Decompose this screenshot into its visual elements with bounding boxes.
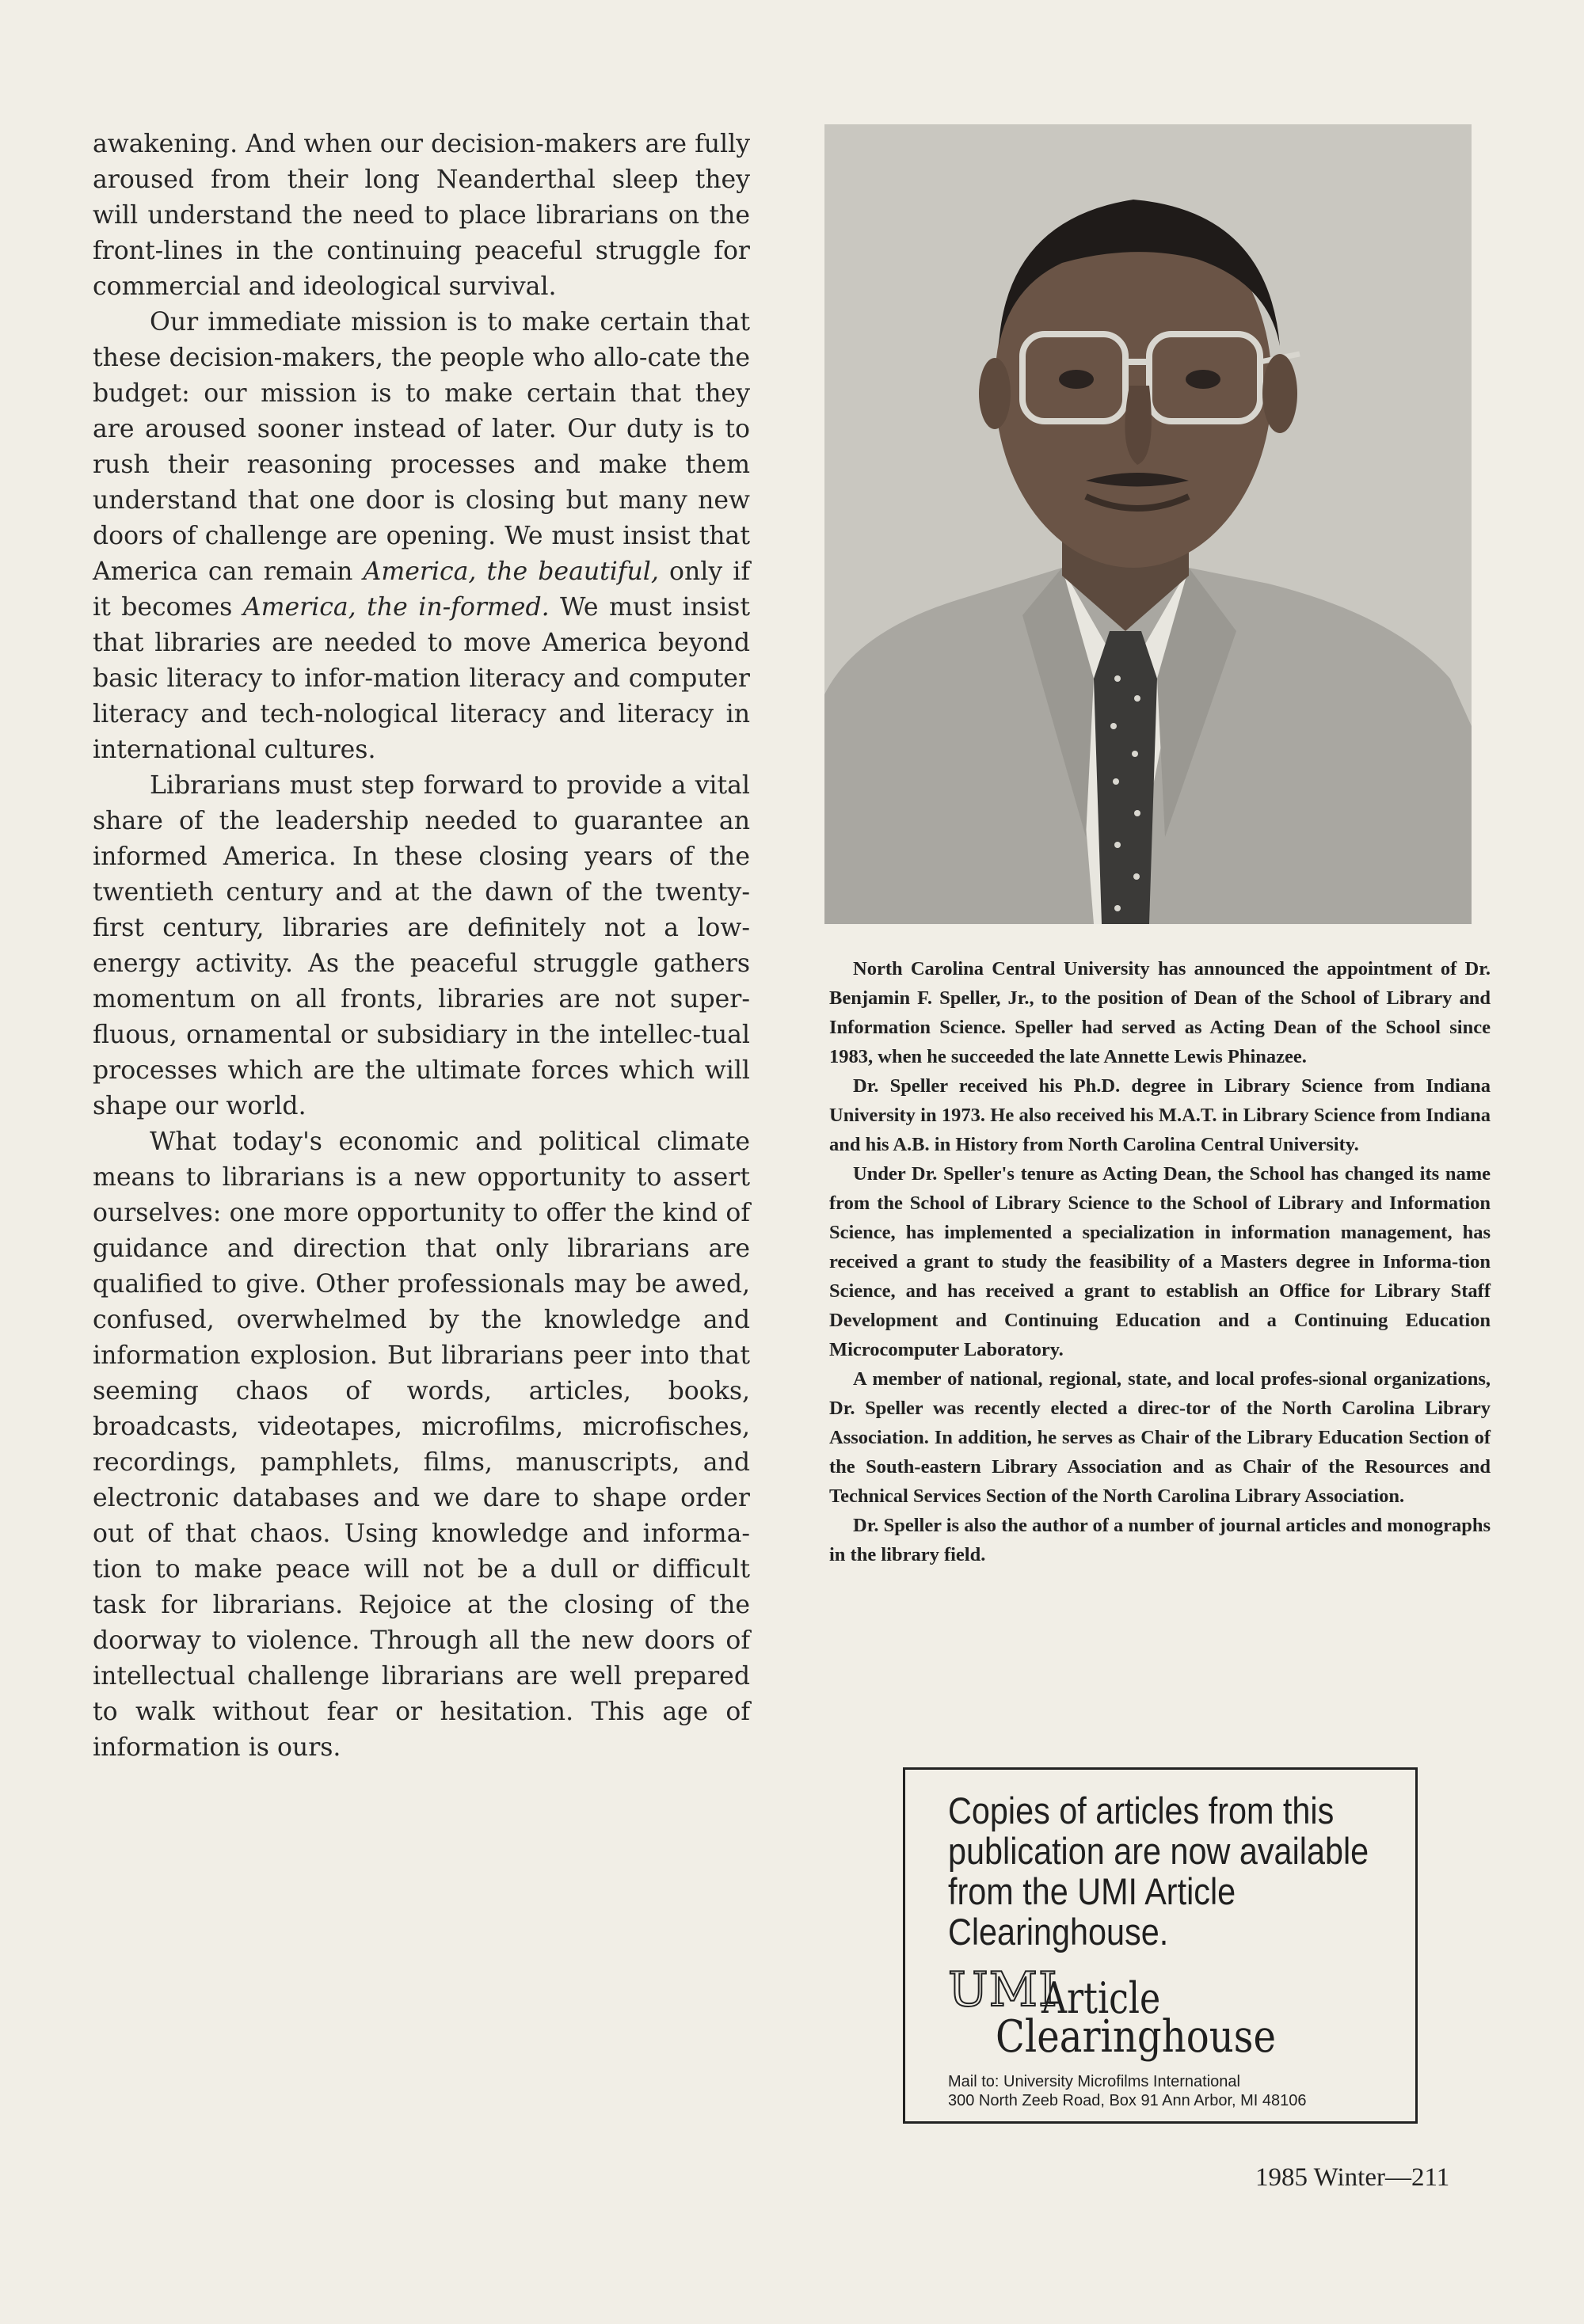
article-paragraph-2-text: that these decision-makers, the people who allo-cate the budget: our mission is to make certain that they are aroused sooner instead of later. Our duty is to rush their reasoning processes and make them understand that one door is closing but many new doors of challenge are opening. We must insist that America can remain xyxy=(93,308,751,586)
portrait-illustration xyxy=(824,124,1472,924)
umi-logo-clearinghouse: Clearinghouse xyxy=(996,2011,1276,2063)
article-italic-america-informed: America, the in-formed. xyxy=(242,593,550,622)
article-paragraph-2-mid: only if it becomes xyxy=(93,557,750,622)
page-number: 1985 Winter—211 xyxy=(1255,2163,1450,2192)
caption-paragraph-2: Dr. Speller received his Ph.D. degree in Library Science from Indiana University in 1973. He also received his M.A.T. in Library Science from Indiana and his A.B. in History from North Carolina Central University. xyxy=(829,1075,1491,1155)
article-paragraph-2-tail: We must insist that libraries are needed to move America beyond basic literacy to infor-mation literacy and computer literacy and tech-nological literacy and literacy in international cultures. xyxy=(93,593,750,764)
ad-mail-line-2: 300 North Zeeb Road, Box 91 Ann Arbor, MI 48106 xyxy=(948,2092,1307,2109)
article-paragraph-4: What today's economic and political climate means to librarians is a new opportunity to assert ourselves: one more opportunity to offer the kind of guidance and direction that only librarians are qualified to give. Other professionals may be awed, confused, overwhelmed by the knowledge and information explosion. But librarians peer into that seeming chaos of words, articles, books, broadcasts, videotapes, microfilms, microfisches, recordings, pamphlets, films, manuscripts, and electronic databases and we dare to shape order out of that chaos. Using knowledge and informa-tion to make peace will not be a dull or difficult task for librarians. Rejoice at the closing of the doorway to violence. Through all the new doors of intellectual challenge librarians are well prepared to walk without fear or hesitation. This age of information is ours. xyxy=(93,1128,750,1762)
caption-paragraph-4: A member of national, regional, state, and local profes-sional organizations, Dr. Speller was recently elected a direc-tor of the North Carolina Library Association. In addition, he serves as Chair of the Library Education Section of the South-eastern Library Association and as Chair of the Resources and Technical Services Section of the North Carolina Library Association. xyxy=(829,1368,1491,1507)
umi-logo-article: Article xyxy=(1041,1973,1161,2023)
article-body xyxy=(93,127,750,1766)
article-italic-america-beautiful: America, the beautiful, xyxy=(363,557,659,586)
ad-mail-line-1: Mail to: University Microfilms International xyxy=(948,2073,1240,2090)
article-paragraph-3: Librarians must step forward to provide a vital share of the leadership needed to guarantee an informed America. In these closing years of the twentieth century and at the dawn of the twenty-first century, libraries are definitely not a low-energy activity. As the peaceful struggle gathers momentum on all fronts, libraries are not super-fluous, ornamental or subsidiary in the intellec-tual processes which are the ultimate forces which will shape our world. xyxy=(93,771,750,1120)
umi-logo-letters: UMI xyxy=(948,1962,1058,2018)
ad-headline: Copies of articles from this publication are now available from the UMI Article Clearinghouse. xyxy=(948,1790,1369,1953)
caption-paragraph-1: North Carolina Central University has announced the appointment of Dr. Benjamin F. Speller, Jr., to the position of Dean of the School of Library and Information Science. Speller had served as Acting Dean of the School since 1983, when he succeeded the late Annette Lewis Phinazee. xyxy=(829,958,1491,1067)
article-paragraph-1: awakening. And when our decision-makers are fully aroused from their long Neanderthal sleep they will understand the need to place librarians on the front-lines in the continuing peaceful struggle for commercial and ideological survival. xyxy=(93,130,750,301)
caption-paragraph-3: Under Dr. Speller's tenure as Acting Dean, the School has changed its name from the School of Library Science to the School of Library and Information Science, has implemented a specialization in information management, has received a grant to study the feasibility of a Masters degree in Informa-tion Science, and has received a grant to establish an Office for Library Staff Development and Continuing Education and a Continuing Education Microcomputer Laboratory. xyxy=(829,1163,1491,1360)
umi-advertisement xyxy=(903,1767,1418,2124)
caption-paragraph-5: Dr. Speller is also the author of a number of journal articles and monographs in the library field. xyxy=(829,1515,1491,1565)
umi-logo xyxy=(948,1960,1392,2063)
ad-mailing-address xyxy=(948,2072,1392,2110)
article-paragraph-2 xyxy=(93,305,750,768)
portrait-photo xyxy=(824,124,1472,924)
article-paragraph-2-lead: Our immediate mission is to make certain xyxy=(150,308,690,337)
photo-caption xyxy=(829,954,1491,1569)
